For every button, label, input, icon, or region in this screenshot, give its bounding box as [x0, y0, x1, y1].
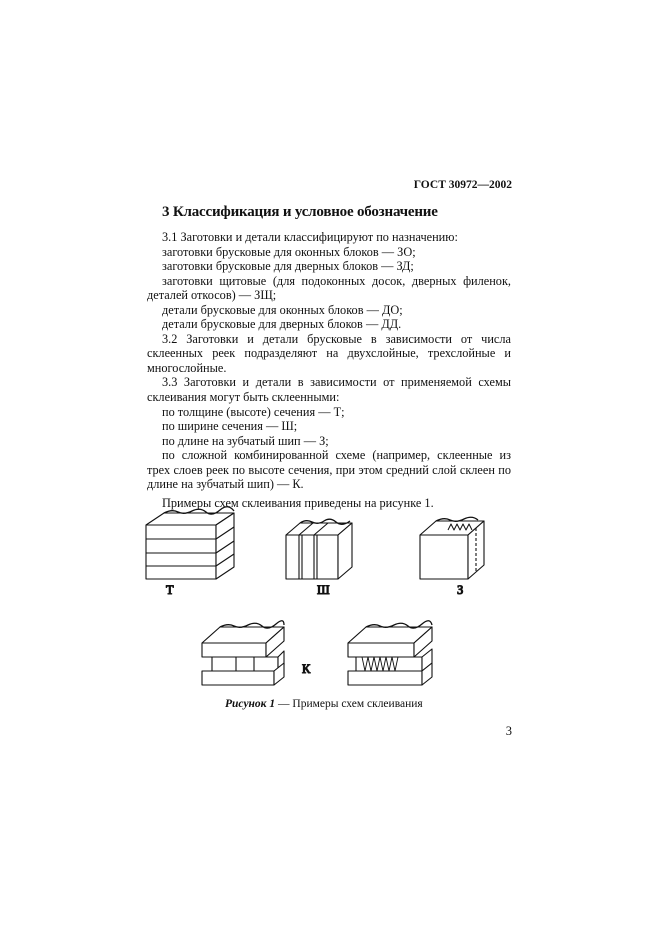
section-heading: 3 Классификация и условное обозначение	[162, 204, 438, 220]
figure-caption	[225, 698, 475, 710]
list-item-k: по сложной комбинированной схеме (например, склеенные из трех слоев реек по высоте сечения, при этом средний слой склеен по длине на зубчатый шип) — К.	[147, 448, 511, 492]
label-sh: Ш	[317, 583, 330, 597]
body-text	[147, 230, 511, 510]
figure-gluing-schemes	[130, 495, 530, 695]
diagram-z	[420, 517, 484, 579]
label-t: Т	[166, 583, 174, 597]
list-item-t: по толщине (высоте) сечения — Т;	[162, 404, 345, 419]
caption-label: Рисунок 1	[225, 698, 276, 710]
page-number: 3	[505, 724, 512, 738]
paragraph-figure-ref: Примеры схем склеивания приведены на рисунке 1.	[162, 495, 434, 510]
paragraph-3-2: 3.2 Заготовки и детали брусковые в зависимости от числа склеенных реек подразделяют на двухслойные, трехслойные и многослойные.	[147, 331, 511, 375]
diagram-t	[146, 507, 234, 579]
list-item-zshch: заготовки щитовые (для подоконных досок, дверных филенок, деталей откосов) — ЗЩ;	[147, 273, 511, 303]
list-item-dd: детали брусковые для дверных блоков — ДД.	[162, 317, 402, 332]
label-z: З	[457, 583, 464, 597]
document-id: ГОСТ 30972—2002	[413, 179, 512, 191]
paragraph-3-1: 3.1 Заготовки и детали классифицируют по назначению:	[162, 230, 458, 244]
diagram-k-left	[202, 621, 284, 685]
list-item-zd: заготовки брусковые для дверных блоков — ЗД;	[162, 259, 414, 274]
paragraph-3-3: 3.3 Заготовки и детали в зависимости от применяемой схемы склеивания могут быть склеенными:	[147, 375, 511, 405]
list-item-zo: заготовки брусковые для оконных блоков — ЗО;	[162, 244, 416, 259]
list-item-z: по длине на зубчатый шип — З;	[162, 433, 329, 448]
diagram-sh	[286, 519, 352, 579]
label-k: К	[302, 662, 311, 676]
caption-text: — Примеры схем склеивания	[275, 698, 423, 710]
list-item-do: детали брусковые для оконных блоков — ДО;	[162, 302, 403, 317]
diagram-k-right	[348, 621, 432, 685]
list-item-sh: по ширине сечения — Ш;	[162, 419, 298, 434]
